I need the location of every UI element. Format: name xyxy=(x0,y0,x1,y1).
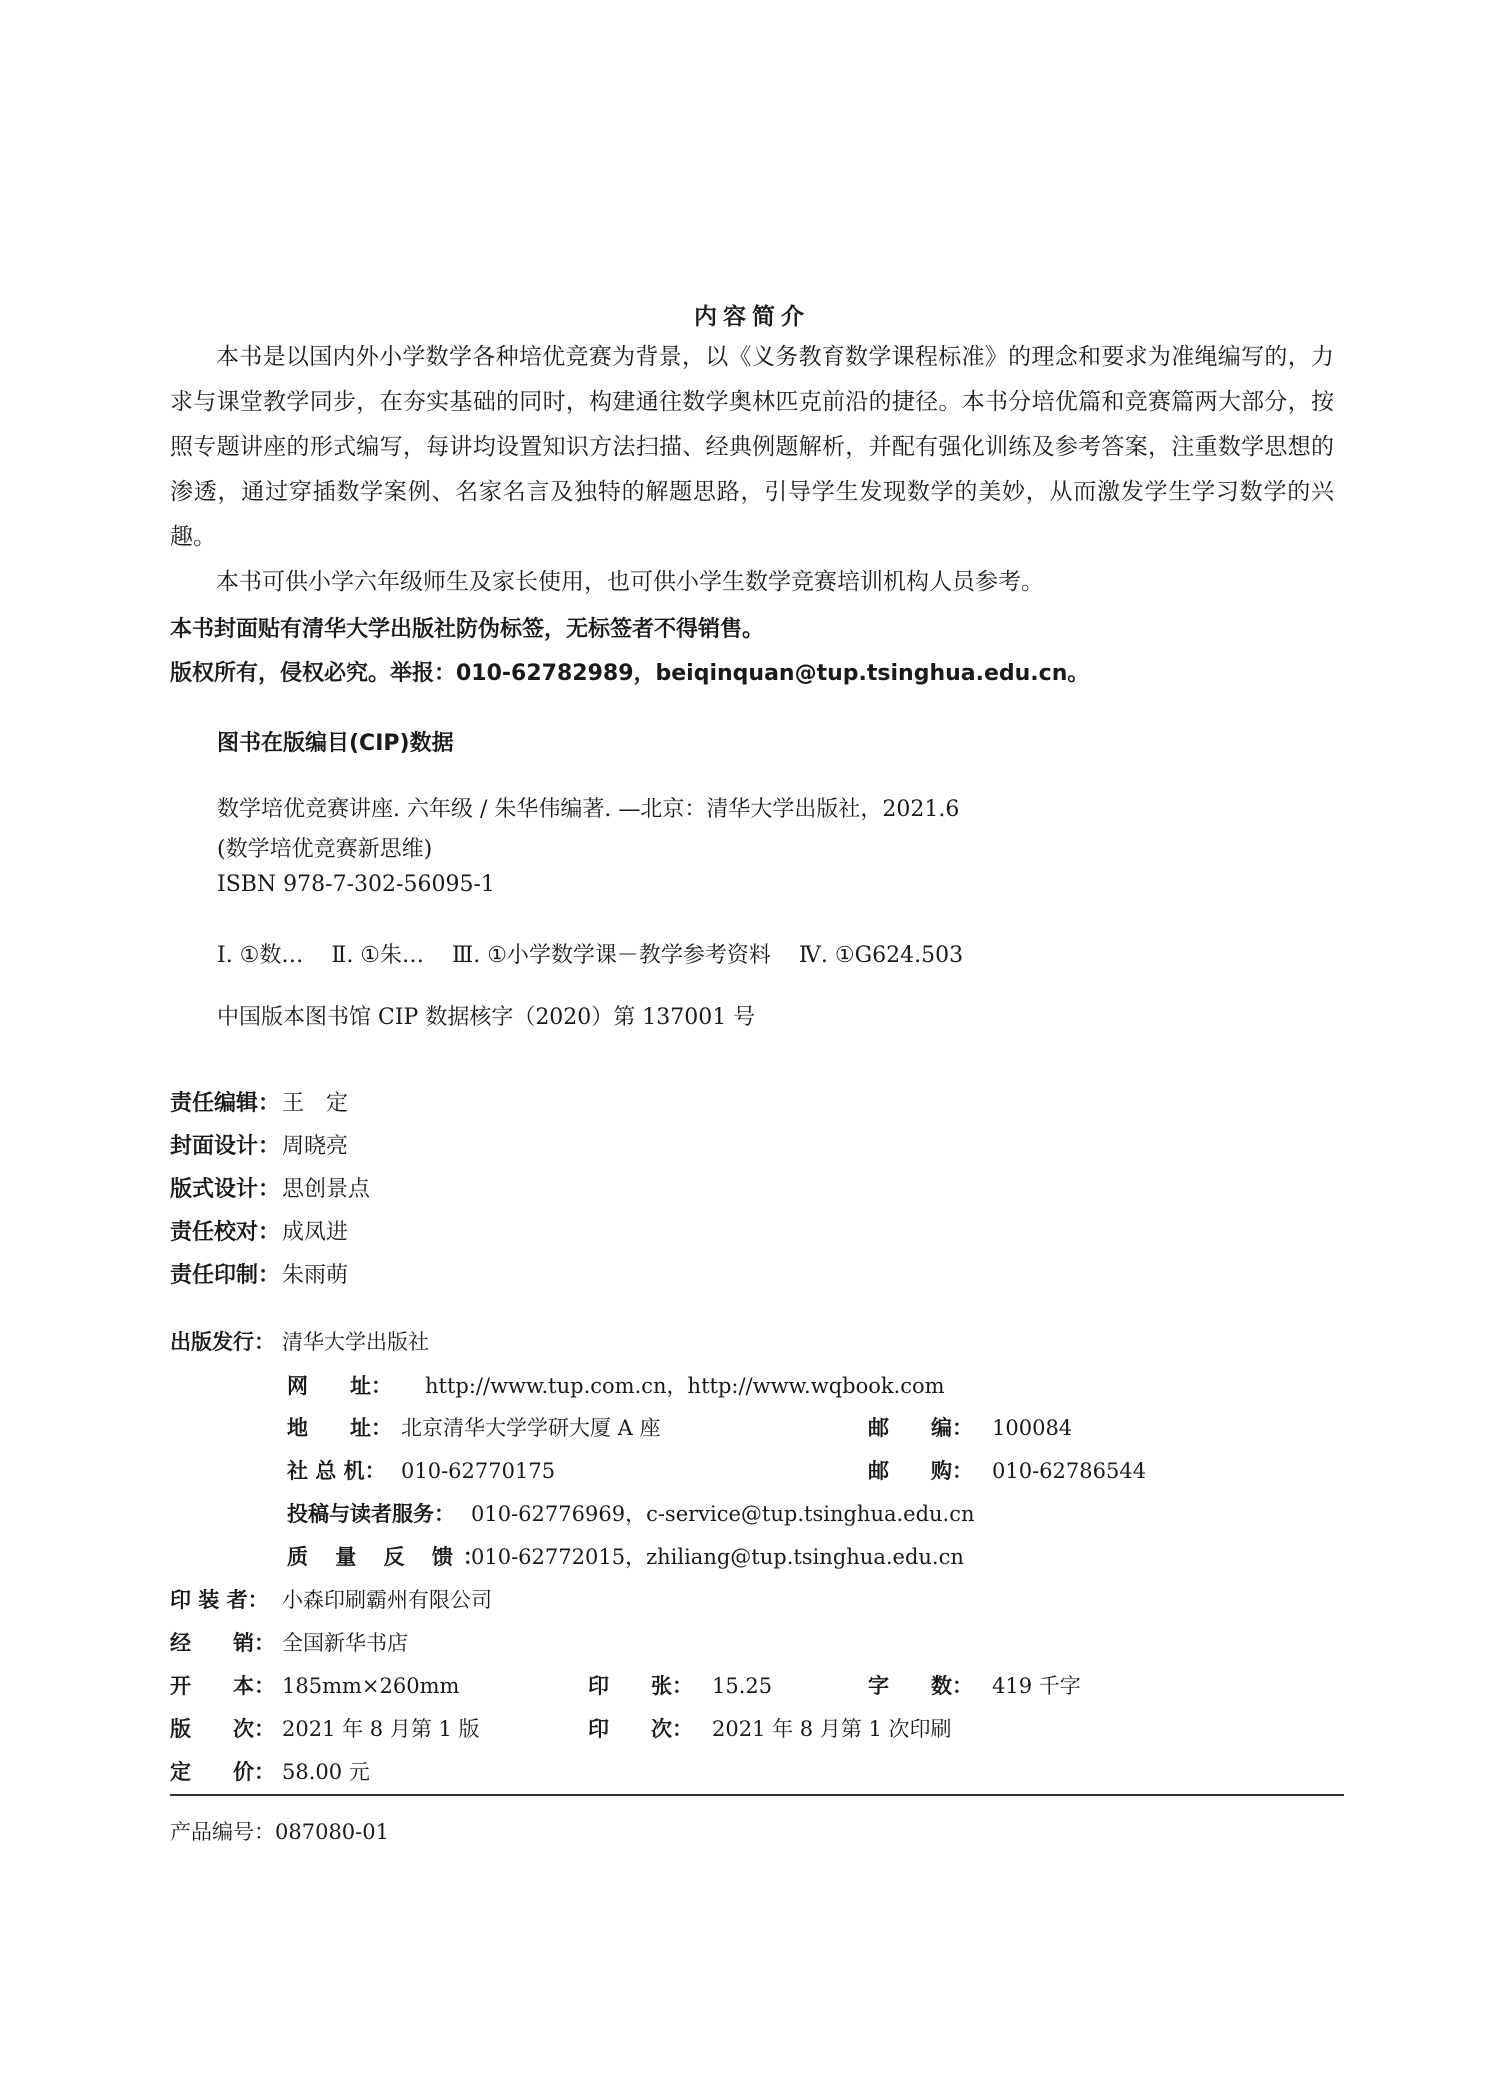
format-row xyxy=(170,1670,459,1700)
credit-value: 周晓亮 xyxy=(282,1134,349,1159)
product-code-row xyxy=(170,1816,389,1846)
service-value: 010-62776969，c-service@tup.tsinghua.edu.cn xyxy=(471,1502,975,1526)
mail-order-value: 010-62786544 xyxy=(992,1459,1147,1483)
printing-row xyxy=(588,1713,952,1743)
publisher-name: 清华大学出版社 xyxy=(282,1330,429,1354)
zip-label: 邮 编： xyxy=(868,1416,973,1440)
word-count-value: 419 千字 xyxy=(992,1674,1081,1698)
publisher-row xyxy=(170,1326,429,1356)
quality-label: 质 量 反 馈： xyxy=(287,1545,494,1569)
address-row xyxy=(287,1412,661,1442)
word-count-row xyxy=(868,1670,1081,1700)
cip-heading: 图书在版编目(CIP)数据 xyxy=(217,731,454,756)
quality-row xyxy=(287,1541,964,1571)
service-row xyxy=(287,1498,975,1528)
printer-value: 小森印刷霸州有限公司 xyxy=(282,1588,492,1612)
credit-label: 版式设计： xyxy=(170,1177,281,1202)
switchboard-label: 社 总 机： xyxy=(287,1459,386,1483)
service-label: 投稿与读者服务： xyxy=(287,1502,455,1526)
printer-label: 印 装 者： xyxy=(170,1588,269,1612)
price-row xyxy=(170,1756,370,1786)
price-label: 定 价： xyxy=(170,1760,275,1784)
printing-label: 印 次： xyxy=(588,1717,693,1741)
distributor-row xyxy=(170,1627,408,1657)
credit-row xyxy=(170,1086,348,1117)
intro-paragraph: 本书可供小学六年级师生及家长使用，也可供小学生数学竞赛培训机构人员参考。 xyxy=(216,569,1044,595)
website-label: 网 址： xyxy=(287,1374,392,1398)
credit-value: 成凤进 xyxy=(282,1220,349,1245)
price-value: 58.00 元 xyxy=(282,1760,370,1784)
cip-record: 中国版本图书馆 CIP 数据核字（2020）第 137001 号 xyxy=(217,1005,756,1030)
intro-body xyxy=(170,335,1334,605)
cip-isbn: ISBN 978-7-302-56095-1 xyxy=(217,872,495,897)
website-value: http://www.tup.com.cn，http://www.wqbook.com xyxy=(425,1374,945,1398)
credit-row xyxy=(170,1215,348,1246)
credit-label: 责任编辑： xyxy=(170,1091,281,1116)
edition-row xyxy=(170,1713,480,1743)
sheets-value: 15.25 xyxy=(712,1674,773,1698)
product-code-label: 产品编号： xyxy=(170,1820,275,1844)
cip-title-line: 数学培优竞赛讲座. 六年级 / 朱华伟编著. —北京：清华大学出版社，2021.6 xyxy=(217,797,960,822)
credit-row xyxy=(170,1172,370,1203)
credit-value: 朱雨萌 xyxy=(282,1263,349,1288)
format-label: 开 本： xyxy=(170,1674,275,1698)
address-value: 北京清华大学学研大厦 A 座 xyxy=(401,1416,661,1440)
credit-value: 王 定 xyxy=(282,1091,349,1116)
edition-value: 2021 年 8 月第 1 版 xyxy=(282,1717,480,1741)
distributor-label: 经 销： xyxy=(170,1631,275,1655)
switchboard-value: 010-62770175 xyxy=(401,1459,556,1483)
quality-value: 010-62772015，zhiliang@tup.tsinghua.edu.cn xyxy=(471,1545,964,1569)
cip-series: (数学培优竞赛新思维) xyxy=(217,837,433,862)
divider-line xyxy=(170,1794,1344,1796)
mail-order-label: 邮 购： xyxy=(868,1459,973,1483)
printing-value: 2021 年 8 月第 1 次印刷 xyxy=(712,1717,952,1741)
product-code-value: 087080-01 xyxy=(275,1820,389,1844)
copyright-notice: 版权所有，侵权必究。举报：010-62782989，beiqinquan@tup.tsinghua.edu.cn。 xyxy=(170,661,1090,686)
printer-row xyxy=(170,1584,492,1614)
format-value: 185mm×260mm xyxy=(282,1674,460,1698)
address-label: 地 址： xyxy=(287,1416,392,1440)
credit-label: 封面设计： xyxy=(170,1134,281,1159)
sheets-label: 印 张： xyxy=(588,1674,693,1698)
credit-label: 责任印制： xyxy=(170,1263,281,1288)
switchboard-row xyxy=(287,1455,555,1485)
cip-classification: Ⅰ. ①数… Ⅱ. ①朱… Ⅲ. ①小学数学课－教学参考资料 Ⅳ. ①G624.503 xyxy=(217,943,964,968)
intro-paragraph: 本书是以国内外小学数学各种培优竞赛为背景，以《义务教育数学课程标准》的理念和要求为准绳编写的，力求与课堂教学同步，在夯实基础的同时，构建通往数学奥林匹克前沿的捷径。本书分培优篇和竞赛篇两大部分，按照专题讲座的形式编写，每讲均设置知识方法扫描、经典例题解析，并配有强化训练及参考答案，注重数学思想的渗透，通过穿插数学案例、名家名言及独特的解题思路，引导学生发现数学的美妙，从而激发学生学习数学的兴趣。 xyxy=(170,344,1334,550)
distributor-value: 全国新华书店 xyxy=(282,1631,408,1655)
intro-title: 内容简介 xyxy=(694,304,810,330)
word-count-label: 字 数： xyxy=(868,1674,973,1698)
sheets-row xyxy=(588,1670,772,1700)
credit-row xyxy=(170,1258,348,1289)
publisher-label: 出版发行： xyxy=(170,1330,275,1354)
anti-counterfeit-notice: 本书封面贴有清华大学出版社防伪标签，无标签者不得销售。 xyxy=(170,617,765,642)
zip-value: 100084 xyxy=(992,1416,1073,1440)
website-row xyxy=(287,1370,945,1400)
credit-value: 思创景点 xyxy=(282,1177,371,1202)
edition-label: 版 次： xyxy=(170,1717,275,1741)
credit-row xyxy=(170,1129,348,1160)
zip-row xyxy=(868,1412,1072,1442)
mail-order-row xyxy=(868,1455,1146,1485)
credit-label: 责任校对： xyxy=(170,1220,281,1245)
